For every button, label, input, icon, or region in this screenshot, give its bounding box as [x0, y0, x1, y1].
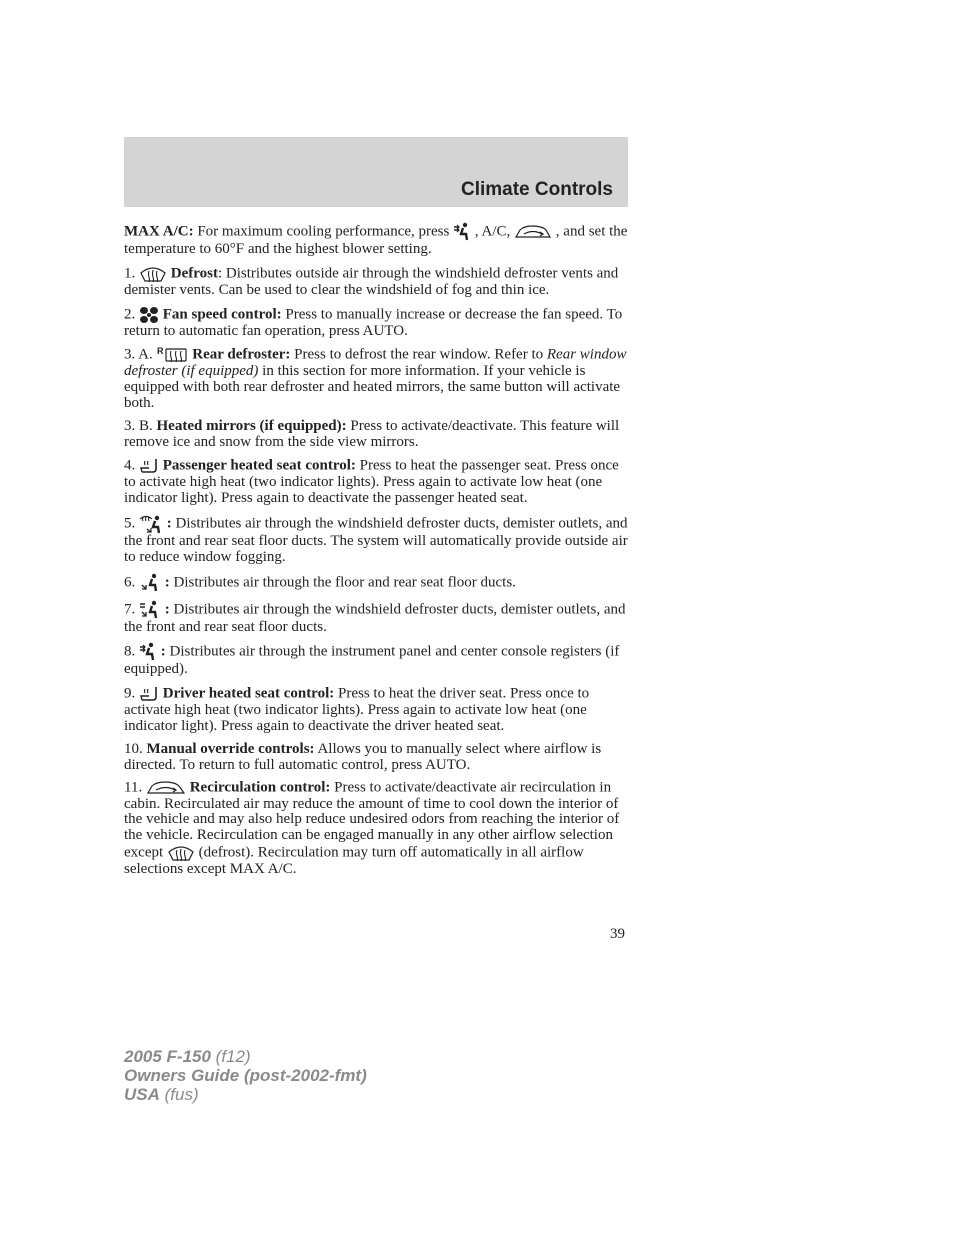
mode-6-label: : [164, 574, 170, 590]
item-text: Distributes air through the windshield defroster ducts, demister outlets, and the front and rear seat floor ducts. [124, 601, 626, 635]
item-mode-5 [124, 514, 628, 566]
item-text: Distributes air through the floor and rear seat floor ducts. [169, 574, 516, 590]
manual-override-label: Manual override controls: [146, 740, 315, 757]
item-text: Press to defrost the rear window. Refer to [290, 346, 547, 363]
svg-text:R: R [156, 346, 164, 357]
item-text: Press to heat the driver seat. Press once to activate high heat (two indicator lights). Press again to activate low heat (one indicator light). Press again to deactivate the driver heated seat. [124, 685, 590, 734]
item-number: 10. [124, 740, 147, 757]
item-mode-8 [124, 642, 628, 678]
max-ac-text: , A/C, [471, 223, 515, 240]
rear-defroster-label: Rear defroster: [192, 346, 291, 363]
item-text: Press to manually increase or decrease the fan speed. To return to automatic fan operation, press AUTO. [124, 306, 623, 339]
heated-seat-icon [139, 685, 159, 703]
item-text: Distributes air through the windshield defroster ducts, demister outlets, and the front and rear seat floor ducts. The system will automatically provide outside air to reduce window fogging. [124, 515, 628, 565]
footer-line-1 [124, 1047, 367, 1066]
item-text: Distributes air through the instrument panel and center console registers (if equipped). [124, 643, 620, 678]
footer-line-3 [124, 1085, 367, 1104]
item-text: Press to heat the passenger seat. Press once to activate high heat (two indicator lights). Press again to activate low heat (one indicator light). Press again to deactivate the passenger heated seat. [124, 457, 619, 507]
passenger-seat-label: Passenger heated seat control: [162, 457, 356, 474]
item-text: Press to activate/deactivate. This feature will remove ice and snow from the side view mirrors. [124, 417, 620, 450]
item-heated-mirrors [124, 419, 628, 451]
max-ac-paragraph [124, 222, 628, 258]
item-mode-7 [124, 600, 628, 636]
item-number: 7. [124, 601, 139, 617]
item-passenger-seat [124, 457, 628, 507]
floor-panel-defrost-icon [139, 600, 161, 620]
item-text: Press to activate/deactivate air recirculation in cabin. Recirculated air may reduce the amount of time to cool down the interior of the vehicle and may also help reduce undesired odors from reaching the interior of the vehicle. Recirculation can be engaged manually in any other airflow selection except [124, 779, 620, 861]
max-ac-text: , and set the temperature to 60°F and the highest blower setting. [124, 223, 628, 257]
item-text: in this section for more information. If your vehicle is equipped with both rear defroster and heated mirrors, the same button will activate both. [124, 363, 621, 411]
driver-seat-label: Driver heated seat control: [162, 685, 335, 702]
item-number: 2. [124, 306, 139, 323]
recirculation-icon [514, 224, 552, 240]
page-number: 39 [610, 926, 625, 942]
item-number: 8. [124, 643, 139, 660]
item-manual-override [124, 742, 628, 774]
mode-8-label: : [160, 643, 166, 660]
footer-guide: Owners Guide (post-2002-fmt) [124, 1066, 367, 1085]
recirculation-label: Recirculation control: [189, 779, 331, 796]
fan-label: Fan speed control: [162, 306, 282, 323]
item-defrost [124, 265, 628, 299]
footer-code: (f12) [210, 1047, 251, 1066]
footer-market: USA [124, 1085, 160, 1104]
item-number: 4. [124, 457, 139, 474]
rear-defrost-icon [157, 346, 189, 364]
document-footer [124, 1047, 367, 1104]
item-number: 9. [124, 685, 139, 702]
defrost-icon [167, 844, 195, 862]
item-number: 1. [124, 265, 139, 282]
item-mode-6 [124, 573, 628, 593]
item-number: 5. [124, 515, 139, 532]
item-text: : Distributes outside air through the windshield defroster vents and demister vents. Can be used to clear the windshield of fog and thin ice. [124, 265, 619, 298]
item-rear-defroster [124, 346, 628, 411]
section-header [124, 137, 628, 207]
footer-model: 2005 F-150 [124, 1047, 211, 1066]
max-ac-text: For maximum cooling performance, press [193, 223, 454, 240]
item-number: 3. B. [124, 417, 157, 434]
defrost-icon [139, 265, 167, 283]
item-number: 3. A. [124, 346, 157, 363]
item-recirculation [124, 780, 628, 877]
mode-7-label: : [164, 601, 170, 617]
footer-line-2 [124, 1066, 367, 1085]
cross-reference: Rear window defroster (if equipped) [124, 346, 627, 380]
floor-defrost-icon [139, 514, 163, 534]
defrost-label: Defrost [170, 265, 218, 282]
item-number: 6. [124, 574, 139, 590]
item-driver-seat [124, 685, 628, 735]
item-text: (defrost). Recirculation may turn off automatically in all airflow selections except MAX A/C. [124, 844, 584, 877]
heated-mirrors-label: Heated mirrors (if equipped): [156, 417, 347, 434]
item-number: 11. [124, 779, 146, 796]
item-fan-speed [124, 306, 628, 340]
section-title: Climate Controls [460, 179, 613, 200]
fan-icon [139, 306, 159, 324]
item-text: Allows you to manually select where airflow is directed. To return to full automatic control, press AUTO. [124, 740, 602, 773]
panel-vent-icon [139, 642, 157, 662]
page-body [124, 222, 628, 885]
footer-market-code: (fus) [159, 1085, 199, 1104]
mode-5-label: : [166, 515, 172, 532]
floor-icon [139, 573, 161, 593]
panel-vent-icon [453, 222, 471, 242]
max-ac-label: MAX A/C: [124, 223, 194, 240]
heated-seat-icon [139, 457, 159, 475]
recirculation-icon [146, 780, 186, 796]
